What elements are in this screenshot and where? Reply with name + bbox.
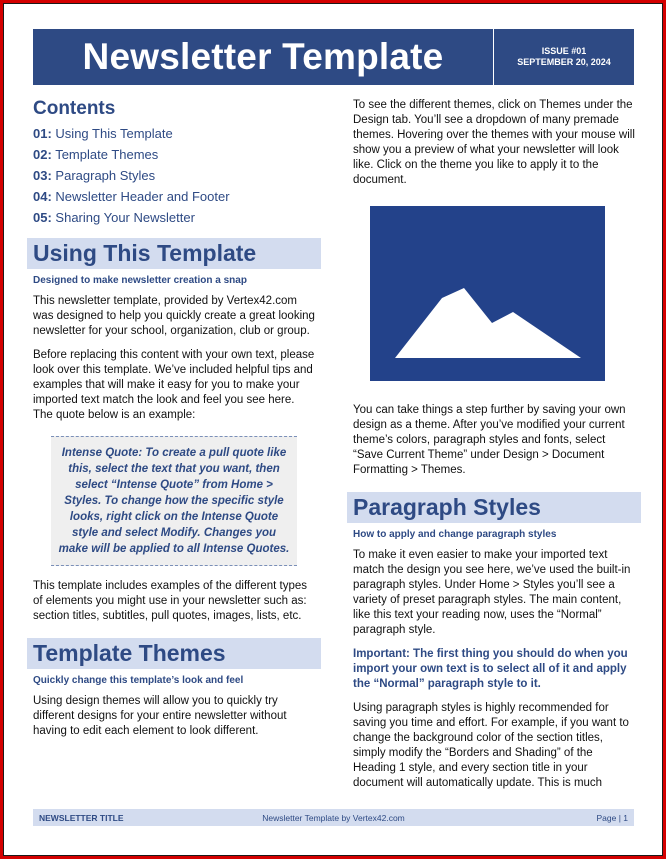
toc-number: 03: xyxy=(33,168,52,183)
important-note[interactable]: Important: The first thing you should do when you import your own text is to select all of it and apply the “Normal” paragraph style to it. xyxy=(353,648,628,690)
intense-quote[interactable]: Intense Quote: To create a pull quote like this, select the text that you want, then select “Intense Quote” from Home > Styles. To change how the specific style looks, right click on the Intense Quote style and select Modify. Changes you make will be applied to all Intense Quotes. xyxy=(51,436,297,566)
footer-newsletter-title[interactable]: NEWSLETTER TITLE xyxy=(39,813,124,823)
section-subtitle[interactable]: Designed to make newsletter creation a snap xyxy=(33,275,247,286)
section-subtitle[interactable]: Quickly change this template’s look and feel xyxy=(33,675,244,686)
toc-item[interactable] xyxy=(33,168,321,184)
footer-page-number[interactable]: Page | 1 xyxy=(596,813,628,823)
toc-number: 02: xyxy=(33,147,52,162)
toc-label: Sharing Your Newsletter xyxy=(55,210,195,225)
page-footer xyxy=(33,809,634,826)
toc-item[interactable] xyxy=(33,189,321,205)
toc-item[interactable] xyxy=(33,126,321,142)
toc-item[interactable] xyxy=(33,210,321,226)
body-paragraph[interactable]: Before replacing this content with your own text, please look over this template. We’ve included helpful tips and examples that will make it easy for you to make your imported text match the look and feel you see here. The quote below is an example: xyxy=(33,349,315,421)
body-paragraph[interactable]: You can take things a step further by saving your own design as a theme. After you’ve modified your current theme’s colors, paragraph styles and fonts, select “Save Current Theme” under Design > Document Formatting > Themes. xyxy=(353,404,626,476)
section-title-paragraph-styles[interactable]: Paragraph Styles xyxy=(347,492,641,523)
right-column xyxy=(347,98,641,800)
issue-info xyxy=(494,29,634,85)
mountain-icon xyxy=(370,206,605,381)
section-title-using-template[interactable]: Using This Template xyxy=(27,238,321,269)
document-page xyxy=(4,4,662,855)
footer-credit[interactable]: Newsletter Template by Vertex42.com xyxy=(262,813,405,823)
body-paragraph[interactable]: Using paragraph styles is highly recommended for saving you time and effort. For example, if you want to change the background color of the section titles, simply modify the “Borders and Shading” of the Heading 1 style, and every section title in your document will automatically update. This is much xyxy=(353,702,629,789)
image-placeholder[interactable] xyxy=(370,206,605,381)
toc-item[interactable] xyxy=(33,147,321,163)
contents-heading: Contents xyxy=(33,98,116,119)
toc-number: 04: xyxy=(33,189,52,204)
toc-label: Newsletter Header and Footer xyxy=(55,189,230,204)
toc-number: 01: xyxy=(33,126,52,141)
body-paragraph[interactable]: This template includes examples of the different types of elements you might use in your newsletter such as: section titles, subtitles, pull quotes, images, lists, etc. xyxy=(33,580,308,622)
toc-number: 05: xyxy=(33,210,52,225)
body-paragraph[interactable]: To see the different themes, click on Themes under the Design tab. You’ll see a dropdown of many premade themes. Hovering over the themes with your mouse will show you a preview of what your newsletter will look like. Click on the theme you like to apply it to the document. xyxy=(353,99,635,186)
issue-date[interactable]: SEPTEMBER 20, 2024 xyxy=(517,57,611,67)
issue-number[interactable]: ISSUE #01 xyxy=(541,46,587,56)
section-title-template-themes[interactable]: Template Themes xyxy=(27,638,321,669)
section-subtitle[interactable]: How to apply and change paragraph styles xyxy=(353,529,557,540)
toc-label: Template Themes xyxy=(55,147,159,162)
masthead xyxy=(33,29,634,85)
left-column xyxy=(27,98,321,748)
body-paragraph[interactable]: Using design themes will allow you to quickly try different designs for your entire newsletter without having to edit each element to look different. xyxy=(33,695,287,737)
toc-label: Paragraph Styles xyxy=(55,168,156,183)
toc-label: Using This Template xyxy=(55,126,173,141)
newsletter-title[interactable]: Newsletter Template xyxy=(82,36,444,77)
body-paragraph[interactable]: To make it even easier to make your imported text match the design you see here, we’ve used the built-in paragraph styles. Under Home > Styles you’ll see a variety of preset paragraph styles. The main content, like this text your reading now, uses the “Normal” paragraph style. xyxy=(353,549,631,636)
body-paragraph[interactable]: This newsletter template, provided by Vertex42.com was designed to help you quickly create a great looking newsletter for your school, organization, club or group. xyxy=(33,295,315,337)
